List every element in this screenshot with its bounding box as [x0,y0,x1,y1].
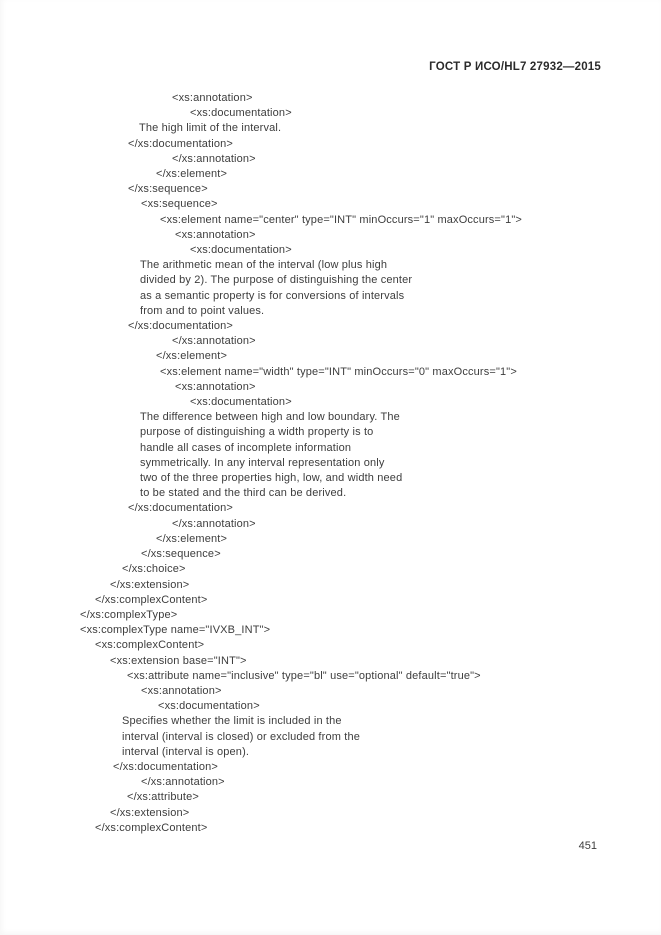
code-line: </xs:extension> [110,578,190,591]
code-line: to be stated and the third can be derived. [140,487,347,500]
code-line: </xs:annotation> [172,517,256,530]
code-line: The difference between high and low boundary. The [140,411,400,424]
code-line: </xs:documentation> [128,137,233,150]
code-line: interval (interval is closed) or excluded from the [122,730,360,743]
code-line: The arithmetic mean of the interval (low plus high [140,259,388,272]
code-line: </xs:complexContent> [95,821,208,834]
code-line: <xs:complexContent> [95,639,205,652]
code-line: <xs:sequence> [141,198,218,211]
code-line: </xs:annotation> [172,152,256,165]
code-line: </xs:annotation> [172,335,256,348]
code-line: Specifies whether the limit is included in the [122,715,342,728]
code-line: <xs:annotation> [172,92,253,104]
code-line: two of the three properties high, low, and width need [140,472,403,485]
code-line: <xs:documentation> [190,396,292,409]
code-line: <xs:annotation> [141,684,222,697]
code-line: purpose of distinguishing a width property is to [140,426,374,439]
code-line: </xs:element> [156,168,228,181]
code-line: </xs:complexContent> [95,593,208,606]
code-line: </xs:attribute> [127,791,199,804]
page-number: 451 [578,840,597,852]
code-line: The high limit of the interval. [139,122,282,135]
code-line: <xs:documentation> [158,700,260,713]
code-line: </xs:sequence> [141,548,221,561]
code-line: <xs:annotation> [175,228,256,241]
code-line: <xs:extension base="INT"> [110,654,247,667]
code-line: <xs:annotation> [175,380,256,393]
code-line: divided by 2). The purpose of distinguishing the center [140,274,413,287]
code-line: </xs:element> [156,350,228,363]
code-line: </xs:extension> [110,806,190,819]
code-line: </xs:element> [156,532,228,545]
code-line: <xs:element name="width" type="INT" minOccurs="0" maxOccurs="1"> [160,365,517,378]
xsd-code-block [80,91,641,836]
code-line: from and to point values. [140,304,265,317]
code-line: </xs:documentation> [113,760,218,773]
code-line: <xs:documentation> [190,244,292,257]
code-line: as a semantic property is for conversions of intervals [140,289,405,302]
code-line: interval (interval is open). [122,745,250,758]
code-line: </xs:annotation> [141,776,225,789]
code-line: <xs:documentation> [190,107,292,120]
code-line: </xs:documentation> [128,320,233,333]
code-line: symmetrically. In any interval representation only [140,456,385,469]
code-line: </xs:documentation> [128,502,233,515]
code-line: <xs:complexType name="IVXB_INT"> [80,624,271,637]
code-line: handle all cases of incomplete information [140,441,352,454]
code-line: <xs:element name="center" type="INT" minOccurs="1" maxOccurs="1"> [160,213,522,226]
code-line: </xs:complexType> [80,608,178,621]
code-line: </xs:sequence> [128,183,208,196]
code-line: </xs:choice> [122,563,186,576]
document-header: ГОСТ Р ИСО/HL7 27932—2015 [429,61,601,73]
code-line: <xs:attribute name="inclusive" type="bl" use="optional" default="true"> [127,669,481,682]
